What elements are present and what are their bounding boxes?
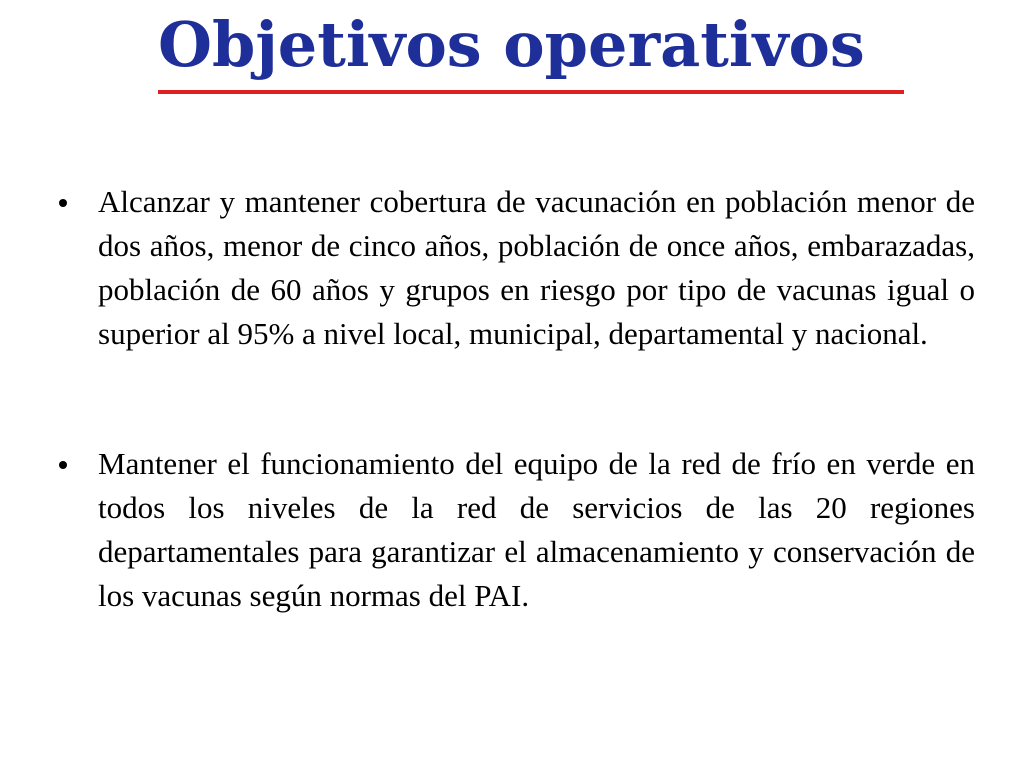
bullet-text: Alcanzar y mantener cobertura de vacunación en población menor de dos años, menor de cinco años, población de once años, embarazadas, población de 60 años y grupos en riesgo por tipo de vacunas igual o superior al 95% a nivel local, municipal, departamental y nacional. — [98, 184, 975, 351]
slide-title: Objetivos operativos — [158, 8, 865, 81]
title-area — [158, 6, 908, 84]
bullet-dot-icon — [59, 461, 67, 469]
bullet-list — [55, 180, 975, 618]
bullet-item — [55, 442, 975, 618]
bullet-item — [55, 180, 975, 356]
bullet-dot-icon — [59, 199, 67, 207]
bullet-text: Mantener el funcionamiento del equipo de la red de frío en verde en todos los niveles de la red de servicios de las 20 regiones departamentales para garantizar el almacenamiento y conservación de los vacunas según normas del PAI. — [98, 446, 975, 613]
title-underline — [158, 90, 904, 94]
